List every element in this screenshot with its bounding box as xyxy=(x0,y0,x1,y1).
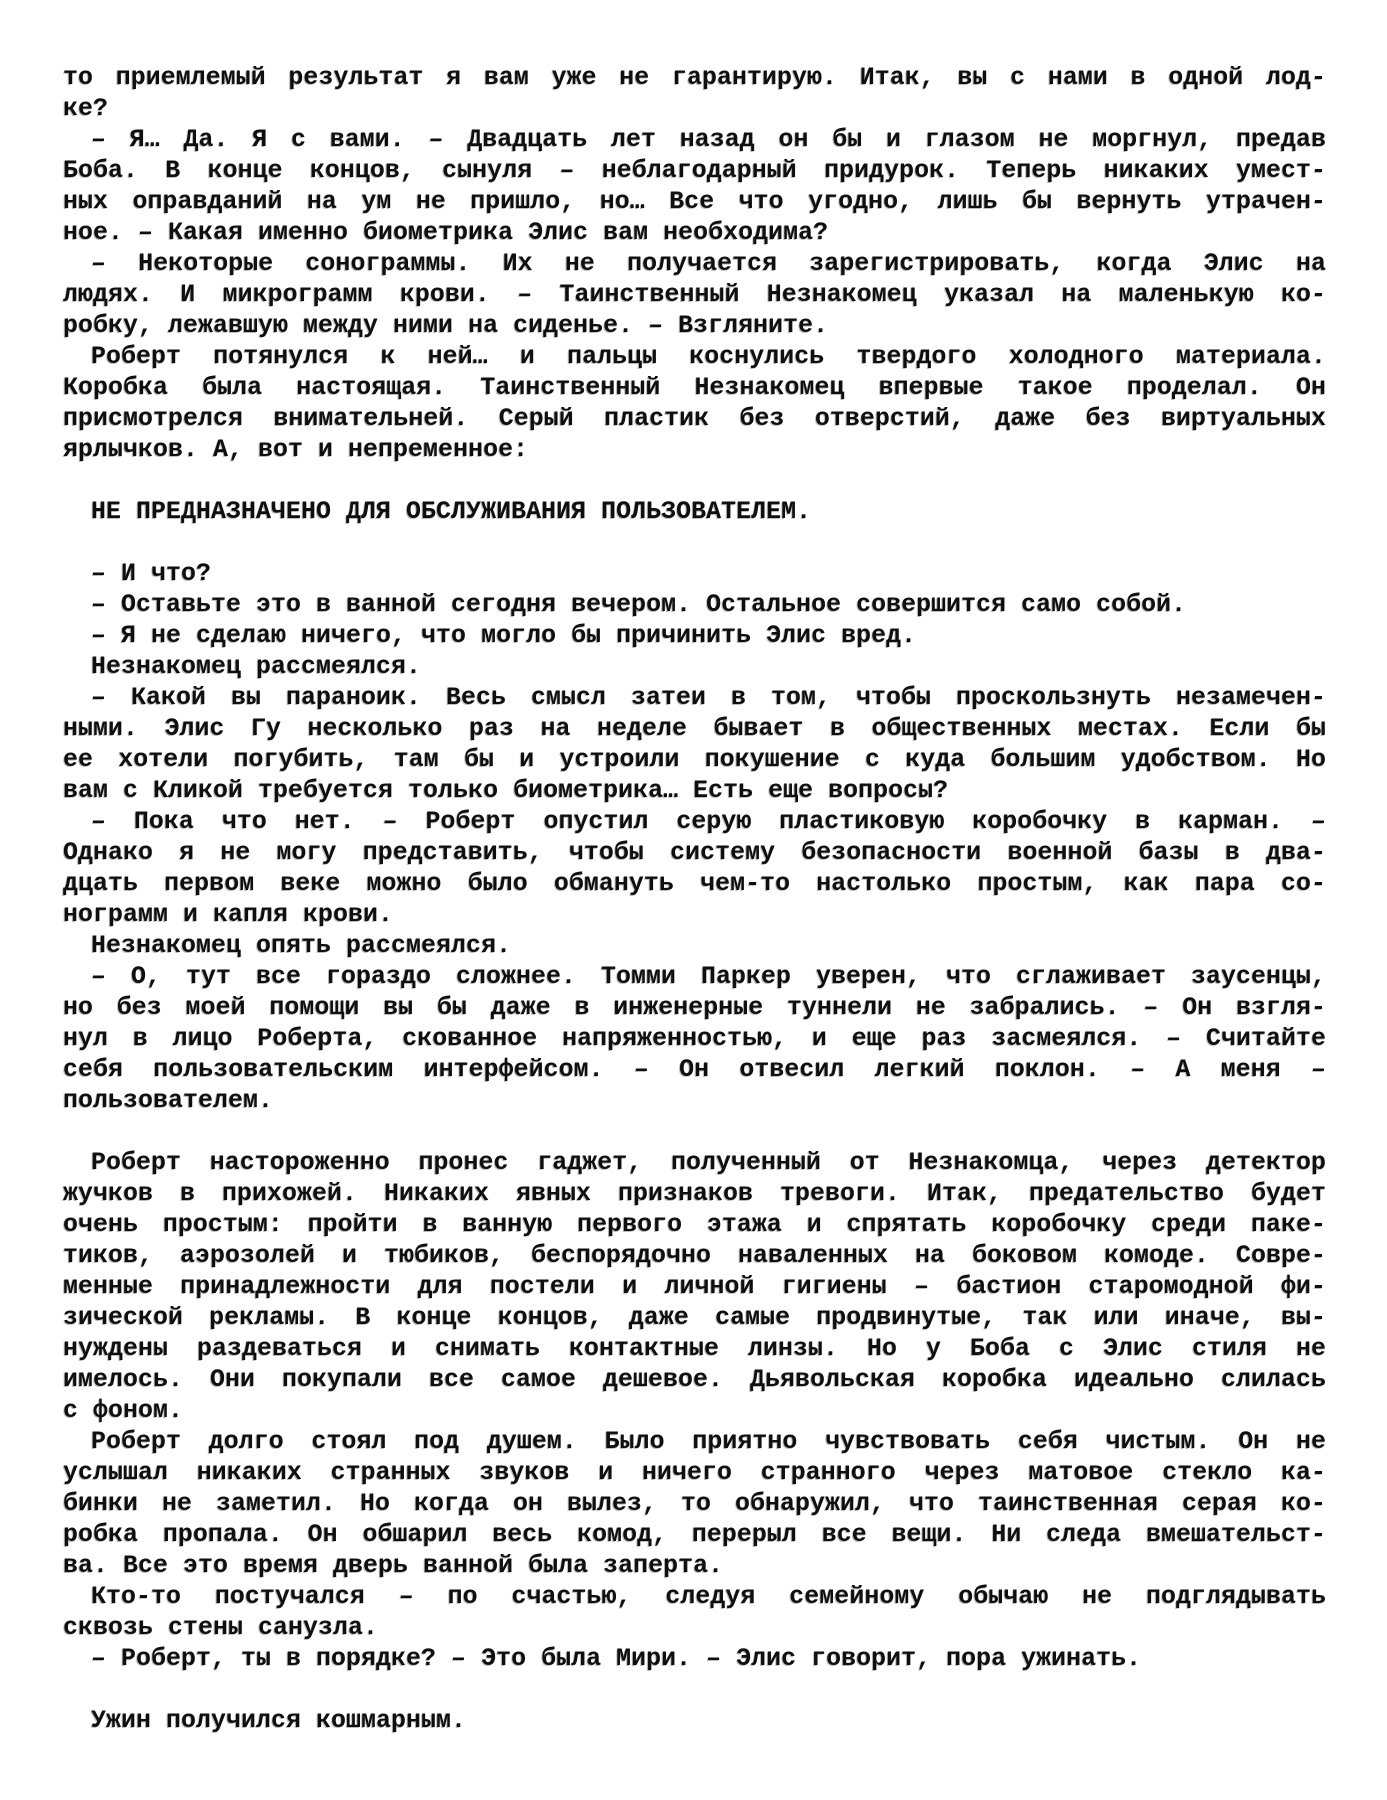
text-line: ке? xyxy=(63,94,109,123)
text-line: присмотрелся внимательней. Серый пластик без отверстий, даже без виртуальных xyxy=(63,404,1326,433)
text-line: нул в лицо Роберта, скованное напряженностью, и еще раз засмеялся. – Считайте xyxy=(63,1024,1326,1053)
text-line: ными. Элис Гу несколько раз на неделе бывает в общественных местах. Если бы xyxy=(63,714,1326,743)
text-line: ярлычков. А, вот и непременное: xyxy=(63,435,529,464)
text-line: жучков в прихожей. Никаких явных признаков тревоги. Итак, предательство будет xyxy=(63,1179,1326,1208)
text-line: ных оправданий на ум не пришло, но… Все что угодно, лишь бы вернуть утрачен- xyxy=(63,187,1326,216)
text-line: тиков, аэрозолей и тюбиков, беспорядочно наваленных на боковом комоде. Совре- xyxy=(63,1241,1326,1270)
blank-line xyxy=(63,1116,1326,1147)
blank-line xyxy=(63,465,1326,496)
text-line: – Пока что нет. – Роберт опустил серую пластиковую коробочку в карман. – xyxy=(91,807,1326,836)
text-line: но без моей помощи вы бы даже в инженерные туннели не забрались. – Он взгля- xyxy=(63,993,1326,1022)
text-line: Ужин получился кошмарным. xyxy=(91,1706,467,1735)
text-line: – Какой вы параноик. Весь смысл затеи в том, чтобы проскользнуть незамечен- xyxy=(91,683,1326,712)
text-line: Боба. В конце концов, сынуля – неблагодарный придурок. Теперь никаких умест- xyxy=(63,156,1326,185)
text-line: Роберт потянулся к ней… и пальцы коснулись твердого холодного материала. xyxy=(91,342,1326,371)
text-line: людях. И микрограмм крови. – Таинственный Незнакомец указал на маленькую ко- xyxy=(63,280,1326,309)
text-line: то приемлемый результат я вам уже не гарантирую. Итак, вы с нами в одной лод- xyxy=(63,63,1326,92)
text-line: – Я не сделаю ничего, что могло бы причинить Элис вред. xyxy=(91,621,917,650)
text-line: бинки не заметил. Но когда он вылез, то обнаружил, что таинственная серая ко- xyxy=(63,1489,1326,1518)
text-line: очень простым: пройти в ванную первого этажа и спрятать коробочку среди паке- xyxy=(63,1210,1326,1239)
text-line: – И что? xyxy=(91,559,212,588)
text-line: имелось. Они покупали все самое дешевое. Дьявольская коробка идеально слилась xyxy=(63,1365,1326,1394)
text-line: – О, тут все гораздо сложнее. Томми Паркер уверен, что сглаживает заусенцы, xyxy=(91,962,1326,991)
text-line: Коробка была настоящая. Таинственный Незнакомец впервые такое проделал. Он xyxy=(63,373,1326,402)
text-line: – Некоторые сонограммы. Их не получается зарегистрировать, когда Элис на xyxy=(91,249,1326,278)
text-line: Незнакомец рассмеялся. xyxy=(91,652,422,681)
text-line: ее хотели погубить, там бы и устроили покушение с куда большим удобством. Но xyxy=(63,745,1326,774)
text-line: робку, лежавшую между ними на сиденье. – Взгляните. xyxy=(63,311,829,340)
text-line: Роберт долго стоял под душем. Было приятно чувствовать себя чистым. Он не xyxy=(91,1427,1326,1456)
blank-line xyxy=(63,527,1326,558)
text-line: себя пользовательским интерфейсом. – Он отвесил легкий поклон. – А меня – xyxy=(63,1055,1326,1084)
text-line: Незнакомец опять рассмеялся. xyxy=(91,931,512,960)
text-line: дцать первом веке можно было обмануть чем-то настолько простым, как пара со- xyxy=(63,869,1326,898)
text-line: ное. – Какая именно биометрика Элис вам необходима? xyxy=(63,218,829,247)
text-line: НЕ ПРЕДНАЗНАЧЕНО ДЛЯ ОБСЛУЖИВАНИЯ ПОЛЬЗОВАТЕЛЕМ. xyxy=(91,497,812,526)
text-line: менные принадлежности для постели и личной гигиены – бастион старомодной фи- xyxy=(63,1272,1326,1301)
text-line: услышал никаких странных звуков и ничего странного через матовое стекло ка- xyxy=(63,1458,1326,1487)
text-line: – Я… Да. Я с вами. – Двадцать лет назад он бы и глазом не моргнул, предав xyxy=(91,125,1326,154)
text-line: зической рекламы. В конце концов, даже самые продвинутые, так или иначе, вы- xyxy=(63,1303,1326,1332)
text-line: Роберт настороженно пронес гаджет, полученный от Незнакомца, через детектор xyxy=(91,1148,1326,1177)
text-line: – Оставьте это в ванной сегодня вечером. Остальное совершится само собой. xyxy=(91,590,1187,619)
text-line: Кто-то постучался – по счастью, следуя семейному обычаю не подглядывать xyxy=(91,1582,1326,1611)
text-line: робка пропала. Он обшарил весь комод, перерыл все вещи. Ни следа вмешательст- xyxy=(63,1520,1326,1549)
book-text-block xyxy=(63,62,1326,1736)
text-line: Однако я не могу представить, чтобы систему безопасности военной базы в два- xyxy=(63,838,1326,867)
text-line: вам с Кликой требуется только биометрика… Есть еще вопросы? xyxy=(63,776,949,805)
text-line: ва. Все это время дверь ванной была заперта. xyxy=(63,1551,724,1580)
text-line: сквозь стены санузла. xyxy=(63,1613,379,1642)
text-line: нограмм и капля крови. xyxy=(63,900,394,929)
text-line: – Роберт, ты в порядке? – Это была Мири. – Элис говорит, пора ужинать. xyxy=(91,1644,1142,1673)
text-line: с фоном. xyxy=(63,1396,184,1425)
text-line: нуждены раздеваться и снимать контактные линзы. Но у Боба с Элис стиля не xyxy=(63,1334,1326,1363)
blank-line xyxy=(63,1674,1326,1705)
text-line: пользователем. xyxy=(63,1086,274,1115)
